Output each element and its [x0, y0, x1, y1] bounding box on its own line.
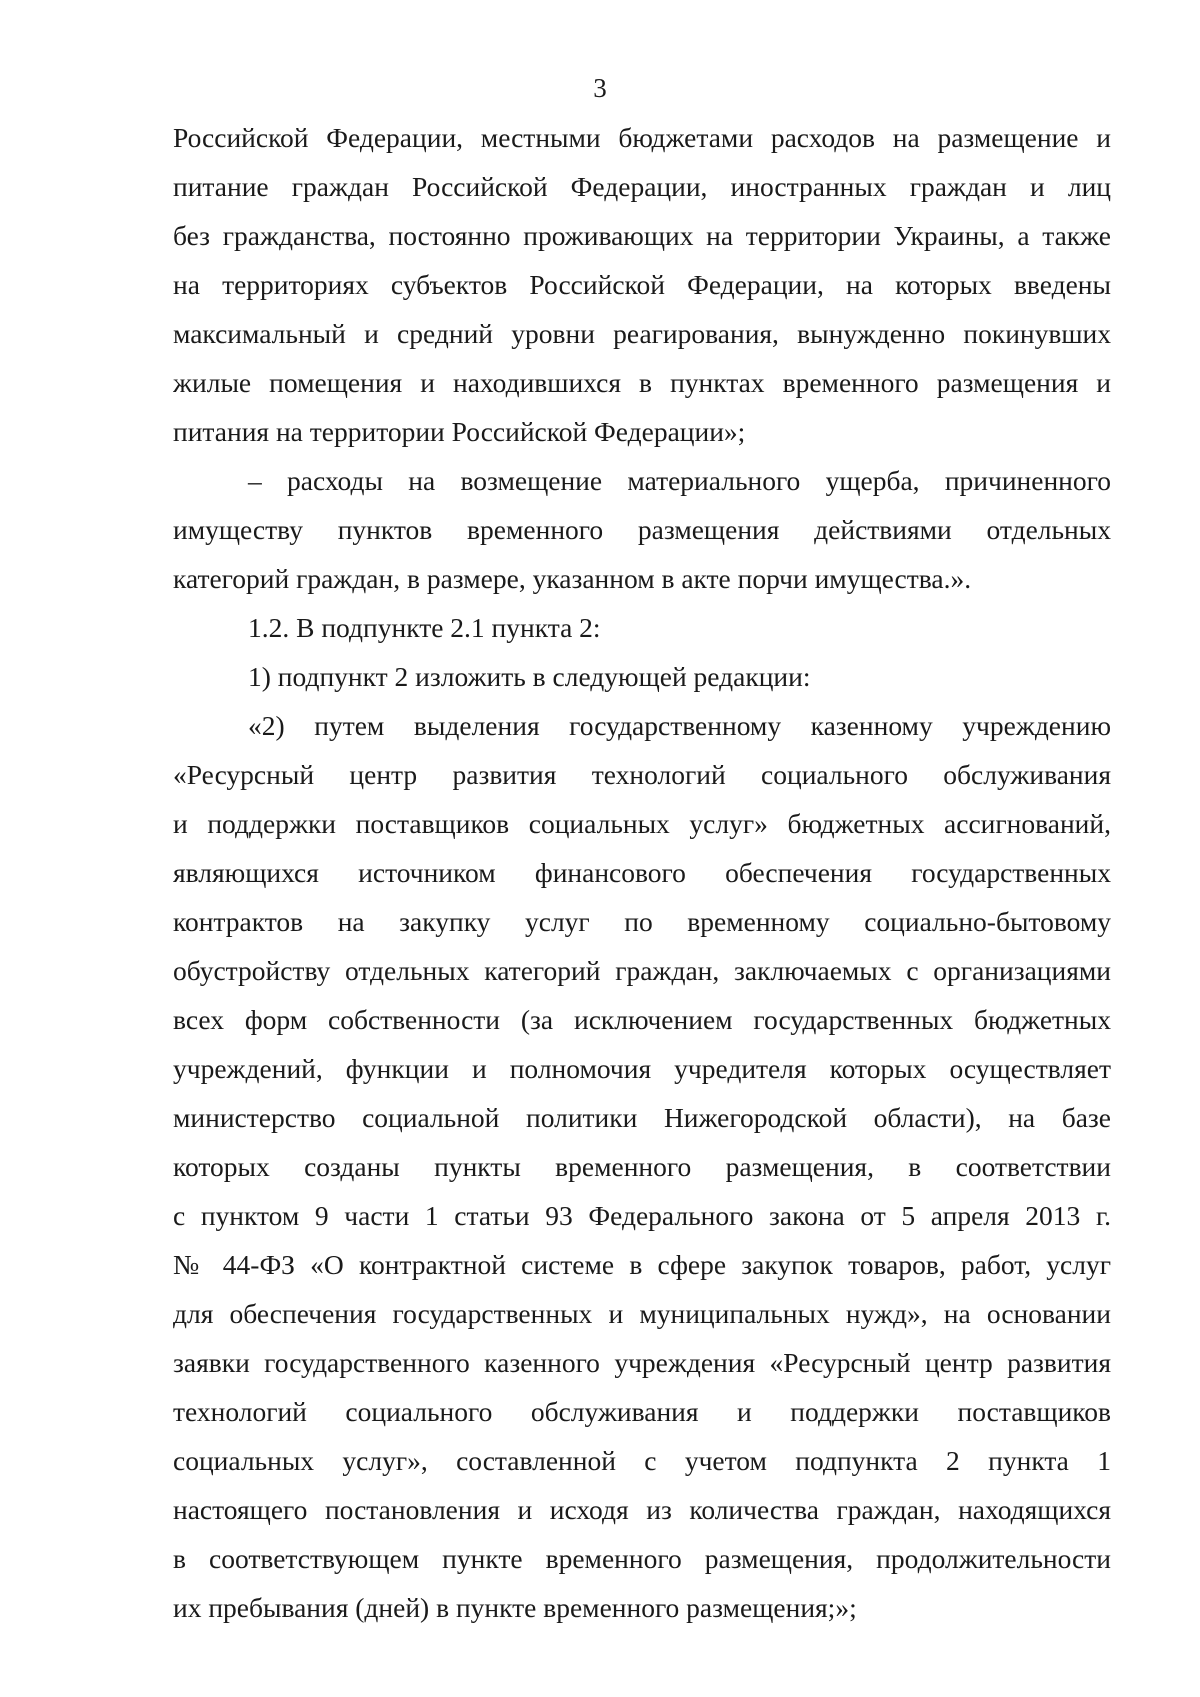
text-line: жилые помещения и находившихся в пунктах временного размещения и: [173, 367, 1111, 398]
text-line: имуществу пунктов временного размещения действиями отдельных: [173, 514, 1111, 545]
text-line: Российской Федерации, местными бюджетами расходов на размещение и: [173, 122, 1111, 153]
paragraph-p1: [173, 113, 1111, 456]
text-line: без гражданства, постоянно проживающих на территории Украины, а также: [173, 220, 1111, 251]
paragraph-p3: [173, 603, 1111, 652]
text-line: 1) подпункт 2 изложить в следующей редакции:: [248, 661, 811, 692]
paragraph-p2: [173, 456, 1111, 603]
text-line: в соответствующем пункте временного размещения, продолжительности: [173, 1543, 1111, 1574]
text-line: заявки государственного казенного учреждения «Ресурсный центр развития: [173, 1347, 1111, 1378]
text-line: с пунктом 9 части 1 статьи 93 Федерального закона от 5 апреля 2013 г.: [173, 1200, 1111, 1231]
text-line: 1.2. В подпункте 2.1 пункта 2:: [248, 612, 601, 643]
text-line: всех форм собственности (за исключением государственных бюджетных: [173, 1004, 1111, 1035]
text-line: министерство социальной политики Нижегородской области), на базе: [173, 1102, 1111, 1133]
text-line: технологий социального обслуживания и поддержки поставщиков: [173, 1396, 1111, 1427]
text-line: № 44-ФЗ «О контрактной системе в сфере закупок товаров, работ, услуг: [173, 1249, 1111, 1280]
text-line: категорий граждан, в размере, указанном в акте порчи имущества.».: [173, 563, 972, 594]
text-line: – расходы на возмещение материального ущерба, причиненного: [248, 465, 1111, 496]
text-line: их пребывания (дней) в пункте временного размещения;»;: [173, 1592, 857, 1623]
text-line: настоящего постановления и исходя из количества граждан, находящихся: [173, 1494, 1111, 1525]
text-line: которых созданы пункты временного размещения, в соответствии: [173, 1151, 1111, 1182]
text-line: питание граждан Российской Федерации, иностранных граждан и лиц: [173, 171, 1111, 202]
text-line: контрактов на закупку услуг по временному социально-бытовому: [173, 906, 1111, 937]
text-line: «2) путем выделения государственному казенному учреждению: [248, 710, 1111, 741]
document-body: [173, 113, 1111, 1632]
text-line: на территориях субъектов Российской Федерации, на которых введены: [173, 269, 1111, 300]
paragraph-p5: [173, 701, 1111, 1632]
text-line: максимальный и средний уровни реагирования, вынужденно покинувших: [173, 318, 1111, 349]
text-line: «Ресурсный центр развития технологий социального обслуживания: [173, 759, 1111, 790]
text-line: питания на территории Российской Федерации»;: [173, 416, 746, 447]
text-line: обустройству отдельных категорий граждан, заключаемых с организациями: [173, 955, 1111, 986]
text-line: являющихся источником финансового обеспечения государственных: [173, 857, 1111, 888]
text-line: социальных услуг», составленной с учетом подпункта 2 пункта 1: [173, 1445, 1111, 1476]
paragraph-p4: [173, 652, 1111, 701]
text-line: и поддержки поставщиков социальных услуг» бюджетных ассигнований,: [173, 808, 1111, 839]
text-line: для обеспечения государственных и муниципальных нужд», на основании: [173, 1298, 1111, 1329]
text-line: учреждений, функции и полномочия учредителя которых осуществляет: [173, 1053, 1111, 1084]
page-number: 3: [593, 73, 607, 103]
